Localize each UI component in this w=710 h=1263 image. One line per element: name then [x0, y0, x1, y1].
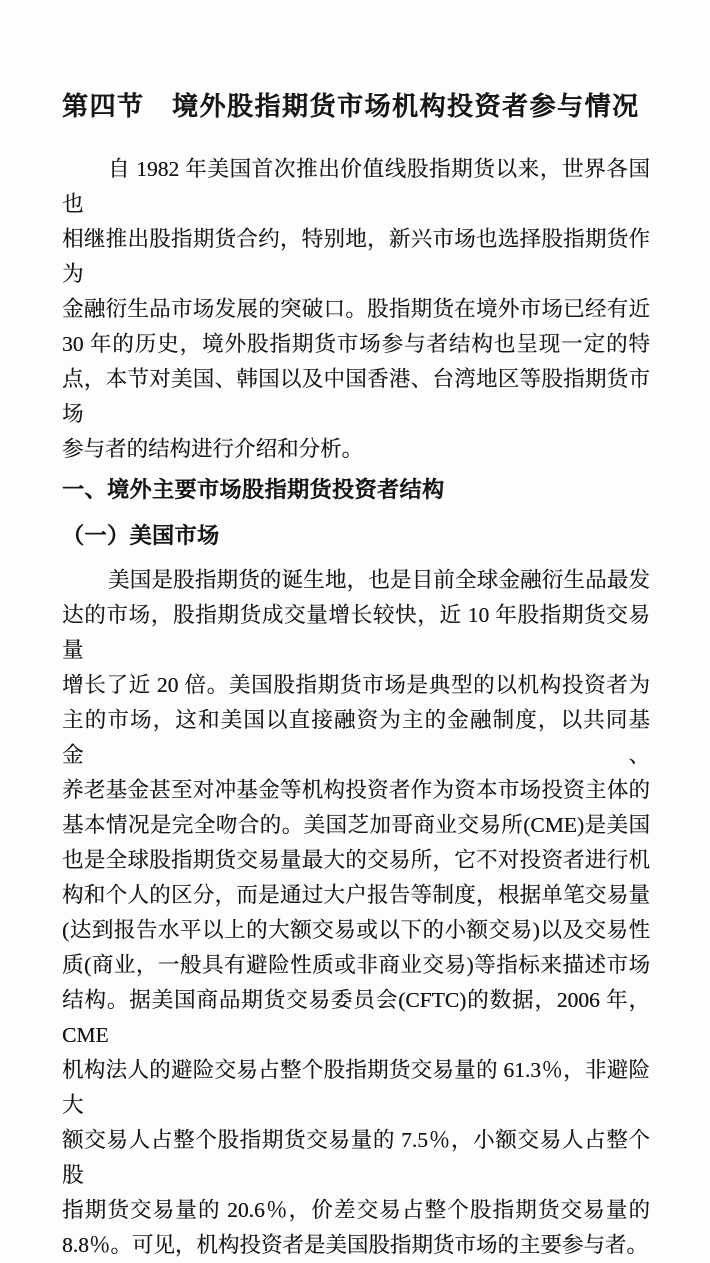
- text-line: 金融衍生品市场发展的突破口。股指期货在境外市场已经有近: [62, 297, 650, 321]
- text-line: 点，本节对美国、韩国以及中国香港、台湾地区等股指期货市场: [62, 367, 650, 426]
- text-line: 机构法人的避险交易占整个股指期货交易量的 61.3％，非避险大: [62, 1058, 650, 1117]
- text-line: 结构。据美国商品期货交易委员会(CFTC)的数据，2006 年，CME: [62, 988, 650, 1047]
- text-line: 额交易人占整个股指期货交易量的 7.5％，小额交易人占整个股: [62, 1128, 650, 1187]
- text-line: 8.8％。可见，机构投资者是美国股指期货市场的主要参与者。: [62, 1233, 648, 1257]
- text-line: 主的市场，这和美国以直接融资为主的金融制度，以共同基金、: [62, 708, 650, 767]
- heading-us-market: （一）美国市场: [62, 523, 220, 548]
- heading-overseas-market-structure: 一、境外主要市场股指期货投资者结构: [62, 477, 445, 502]
- text-line: 基本情况是完全吻合的。美国芝加哥商业交易所(CME)是美国: [62, 813, 650, 837]
- text-line: 30 年的历史，境外股指期货市场参与者结构也呈现一定的特: [62, 332, 650, 356]
- text-line: 达的市场，股指期货成交量增长较快，近 10 年股指期货交易量: [62, 603, 650, 662]
- text-line: (达到报告水平以上的大额交易或以下的小额交易)以及交易性: [62, 918, 650, 942]
- paragraph-intro: [62, 152, 650, 467]
- text-line: 增长了近 20 倍。美国股指期货市场是典型的以机构投资者为: [62, 673, 650, 697]
- section-title: 第四节 境外股指期货市场机构投资者参与情况: [62, 91, 640, 121]
- text-line: 自 1982 年美国首次推出价值线股指期货以来，世界各国也: [62, 157, 650, 216]
- text-line: 质(商业，一般具有避险性质或非商业交易)等指标来描述市场: [62, 953, 650, 977]
- text-line: 也是全球股指期货交易量最大的交易所，它不对投资者进行机: [62, 848, 650, 872]
- text-line: 指期货交易量的 20.6％，价差交易占整个股指期货交易量的: [62, 1198, 650, 1222]
- text-line: 相继推出股指期货合约，特别地，新兴市场也选择股指期货作为: [62, 227, 650, 286]
- paragraph-us-market: [62, 563, 650, 1263]
- text-line: 美国是股指期货的诞生地，也是目前全球金融衍生品最发: [108, 568, 650, 592]
- text-line: 构和个人的区分，而是通过大户报告等制度，根据单笔交易量: [62, 883, 650, 907]
- text-line: 参与者的结构进行介绍和分析。: [62, 437, 364, 461]
- text-line: 养老基金甚至对冲基金等机构投资者作为资本市场投资主体的: [62, 778, 650, 802]
